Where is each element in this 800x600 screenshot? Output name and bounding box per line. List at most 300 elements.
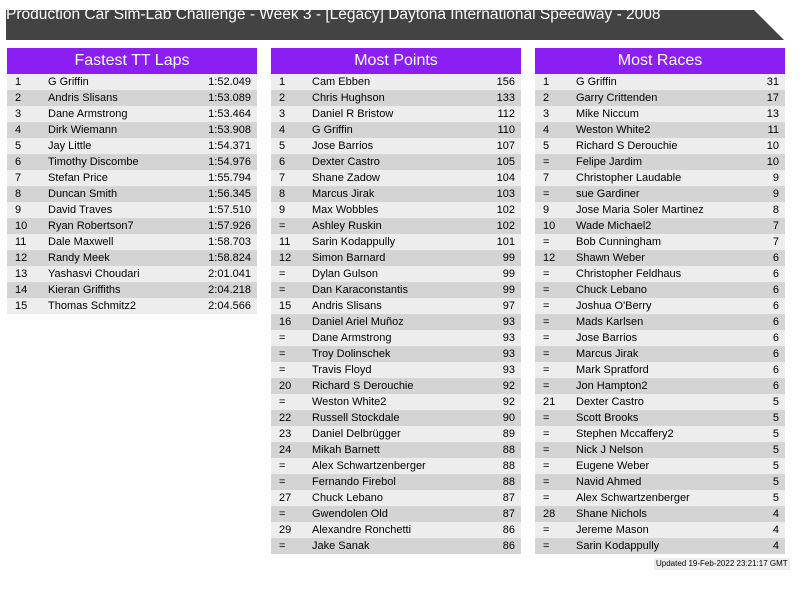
list-item bbox=[535, 362, 785, 378]
rank-position: = bbox=[279, 268, 286, 280]
rank-position: 13 bbox=[15, 268, 28, 280]
stat-value: 4 bbox=[772, 508, 779, 520]
rank-position: = bbox=[543, 332, 550, 344]
stat-value: 101 bbox=[496, 236, 515, 248]
rank-position: 1 bbox=[543, 76, 550, 88]
driver-name: Cam Ebben bbox=[312, 76, 371, 88]
stat-value: 5 bbox=[772, 460, 779, 472]
rank-position: = bbox=[543, 444, 550, 456]
driver-name: Mark Spratford bbox=[576, 364, 649, 376]
list-item bbox=[535, 266, 785, 282]
panel-heading: Most Points bbox=[271, 48, 521, 74]
driver-name: Gwendolen Old bbox=[312, 508, 388, 520]
stat-value: 6 bbox=[772, 284, 779, 296]
rank-position: 9 bbox=[279, 204, 286, 216]
list-item bbox=[271, 458, 521, 474]
list-item bbox=[535, 330, 785, 346]
list-item bbox=[271, 442, 521, 458]
driver-name: Russell Stockdale bbox=[312, 412, 400, 424]
list-item bbox=[535, 186, 785, 202]
rank-position: = bbox=[279, 460, 286, 472]
rank-position: = bbox=[543, 156, 550, 168]
stat-value: 6 bbox=[772, 300, 779, 312]
rank-position: 1 bbox=[15, 76, 22, 88]
driver-name: Dexter Castro bbox=[312, 156, 380, 168]
stat-value: 1:57.510 bbox=[208, 204, 251, 216]
list-item bbox=[271, 74, 521, 90]
driver-name: Jon Hampton2 bbox=[576, 380, 648, 392]
stat-value: 2:04.566 bbox=[208, 300, 251, 312]
driver-name: Stephen Mccaffery2 bbox=[576, 428, 674, 440]
stat-value: 6 bbox=[772, 332, 779, 344]
driver-name: Daniel Delbrügger bbox=[312, 428, 401, 440]
stat-value: 133 bbox=[496, 92, 515, 104]
updated-timestamp: Updated 19-Feb-2022 23:21:17 GMT bbox=[656, 559, 788, 568]
driver-name: Dan Karaconstantis bbox=[312, 284, 408, 296]
stat-value: 90 bbox=[502, 412, 515, 424]
list-item bbox=[535, 218, 785, 234]
list-item bbox=[7, 282, 257, 298]
list-item bbox=[535, 138, 785, 154]
rank-position: = bbox=[543, 524, 550, 536]
driver-name: sue Gardiner bbox=[576, 188, 640, 200]
list-item bbox=[271, 234, 521, 250]
driver-name: Duncan Smith bbox=[48, 188, 118, 200]
list-item bbox=[7, 170, 257, 186]
stat-value: 89 bbox=[502, 428, 515, 440]
rank-position: 28 bbox=[543, 508, 556, 520]
rank-position: 7 bbox=[15, 172, 22, 184]
list-item bbox=[535, 522, 785, 538]
rank-position: = bbox=[279, 332, 286, 344]
stat-value: 4 bbox=[772, 524, 779, 536]
stat-value: 6 bbox=[772, 348, 779, 360]
driver-name: Mads Karlsen bbox=[576, 316, 644, 328]
leaderboard-list bbox=[535, 74, 785, 554]
rank-position: = bbox=[279, 476, 286, 488]
rank-position: 4 bbox=[15, 124, 22, 136]
driver-name: Kieran Griffiths bbox=[48, 284, 121, 296]
driver-name: David Traves bbox=[48, 204, 113, 216]
driver-name: Mikah Barnett bbox=[312, 444, 380, 456]
driver-name: G Griffin bbox=[48, 76, 89, 88]
list-item bbox=[535, 378, 785, 394]
stat-value: 6 bbox=[772, 316, 779, 328]
rank-position: = bbox=[543, 540, 550, 552]
panel-most-points bbox=[271, 48, 521, 554]
leaderboard-list bbox=[271, 74, 521, 554]
stat-value: 104 bbox=[496, 172, 515, 184]
rank-position: 3 bbox=[279, 108, 286, 120]
list-item bbox=[271, 282, 521, 298]
rank-position: = bbox=[543, 428, 550, 440]
list-item bbox=[535, 490, 785, 506]
list-item bbox=[535, 202, 785, 218]
rank-position: 9 bbox=[543, 204, 550, 216]
list-item bbox=[271, 90, 521, 106]
driver-name: Sarin Kodappully bbox=[312, 236, 396, 248]
panel-most-races bbox=[535, 48, 785, 554]
stat-value: 112 bbox=[497, 108, 515, 120]
rank-position: = bbox=[279, 220, 286, 232]
rank-position: 2 bbox=[15, 92, 22, 104]
rank-position: 15 bbox=[15, 300, 28, 312]
rank-position: 3 bbox=[543, 108, 550, 120]
driver-name: Alex Schwartzenberger bbox=[312, 460, 426, 472]
rank-position: 24 bbox=[279, 444, 292, 456]
driver-name: Bob Cunningham bbox=[576, 236, 662, 248]
rank-position: 11 bbox=[279, 236, 291, 248]
stat-value: 86 bbox=[502, 540, 515, 552]
driver-name: Andris Slisans bbox=[48, 92, 118, 104]
driver-name: Andris Slisans bbox=[312, 300, 382, 312]
driver-name: Chris Hughson bbox=[312, 92, 385, 104]
stat-value: 17 bbox=[766, 92, 779, 104]
driver-name: Nick J Nelson bbox=[576, 444, 644, 456]
rank-position: = bbox=[279, 396, 286, 408]
driver-name: Jose Barrios bbox=[312, 140, 374, 152]
list-item bbox=[7, 74, 257, 90]
driver-name: Marcus Jirak bbox=[312, 188, 375, 200]
leaderboard-list bbox=[7, 74, 257, 314]
list-item bbox=[271, 298, 521, 314]
list-item bbox=[535, 314, 785, 330]
list-item bbox=[271, 490, 521, 506]
rank-position: = bbox=[543, 348, 550, 360]
rank-position: = bbox=[543, 300, 550, 312]
list-item bbox=[7, 298, 257, 314]
rank-position: 29 bbox=[279, 524, 292, 536]
rank-position: 6 bbox=[279, 156, 286, 168]
stat-value: 13 bbox=[766, 108, 779, 120]
list-item bbox=[535, 74, 785, 90]
driver-name: Eugene Weber bbox=[576, 460, 650, 472]
stat-value: 2:04.218 bbox=[208, 284, 251, 296]
rank-position: 10 bbox=[543, 220, 556, 232]
list-item bbox=[535, 538, 785, 554]
driver-name: Ashley Ruskin bbox=[312, 220, 382, 232]
list-item bbox=[535, 442, 785, 458]
rank-position: = bbox=[543, 268, 550, 280]
driver-name: Dexter Castro bbox=[576, 396, 644, 408]
list-item bbox=[535, 90, 785, 106]
list-item bbox=[7, 106, 257, 122]
rank-position: 7 bbox=[543, 172, 550, 184]
list-item bbox=[535, 154, 785, 170]
driver-name: Felipe Jardim bbox=[576, 156, 643, 168]
stat-value: 9 bbox=[772, 188, 779, 200]
list-item bbox=[7, 122, 257, 138]
rank-position: = bbox=[279, 508, 286, 520]
rank-position: 10 bbox=[15, 220, 28, 232]
driver-name: Richard S Derouchie bbox=[312, 380, 414, 392]
driver-name: Dane Armstrong bbox=[48, 108, 128, 120]
stat-value: 86 bbox=[502, 524, 515, 536]
stat-value: 110 bbox=[497, 124, 515, 136]
rank-position: 23 bbox=[279, 428, 292, 440]
stat-value: 8 bbox=[772, 204, 779, 216]
rank-position: 16 bbox=[279, 316, 292, 328]
list-item bbox=[535, 394, 785, 410]
driver-name: Jereme Mason bbox=[576, 524, 649, 536]
stat-value: 103 bbox=[496, 188, 515, 200]
driver-name: Weston White2 bbox=[312, 396, 387, 408]
stat-value: 93 bbox=[502, 364, 515, 376]
driver-name: Shawn Weber bbox=[576, 252, 645, 264]
driver-name: Jake Sanak bbox=[312, 540, 370, 552]
driver-name: Chuck Lebano bbox=[576, 284, 647, 296]
stat-value: 102 bbox=[496, 204, 515, 216]
driver-name: Max Wobbles bbox=[312, 204, 379, 216]
driver-name: Christopher Laudable bbox=[576, 172, 682, 184]
driver-name: Richard S Derouchie bbox=[576, 140, 678, 152]
rank-position: 14 bbox=[15, 284, 28, 296]
rank-position: 15 bbox=[279, 300, 292, 312]
stat-value: 1:58.703 bbox=[208, 236, 251, 248]
list-item bbox=[271, 154, 521, 170]
panel-fastest-tt-laps bbox=[7, 48, 257, 314]
list-item bbox=[271, 538, 521, 554]
stat-value: 1:58.824 bbox=[208, 252, 251, 264]
stat-value: 1:54.371 bbox=[208, 140, 251, 152]
stat-value: 5 bbox=[772, 396, 779, 408]
rank-position: = bbox=[543, 284, 550, 296]
stat-value: 31 bbox=[766, 76, 779, 88]
stat-value: 6 bbox=[772, 364, 779, 376]
rank-position: 8 bbox=[15, 188, 22, 200]
list-item bbox=[271, 426, 521, 442]
stat-value: 5 bbox=[772, 492, 779, 504]
list-item bbox=[535, 410, 785, 426]
list-item bbox=[271, 170, 521, 186]
rank-position: 6 bbox=[15, 156, 22, 168]
driver-name: Wade Michael2 bbox=[576, 220, 652, 232]
list-item bbox=[271, 330, 521, 346]
driver-name: Jay Little bbox=[48, 140, 92, 152]
list-item bbox=[7, 250, 257, 266]
stat-value: 1:53.908 bbox=[208, 124, 251, 136]
stat-value: 107 bbox=[496, 140, 515, 152]
stat-value: 1:55.794 bbox=[208, 172, 251, 184]
driver-name: Navid Ahmed bbox=[576, 476, 642, 488]
rank-position: 21 bbox=[543, 396, 556, 408]
driver-name: Dirk Wiemann bbox=[48, 124, 118, 136]
stat-value: 6 bbox=[772, 268, 779, 280]
driver-name: Alex Schwartzenberger bbox=[576, 492, 690, 504]
list-item bbox=[535, 106, 785, 122]
stat-value: 1:57.926 bbox=[208, 220, 251, 232]
rank-position: 22 bbox=[279, 412, 292, 424]
list-item bbox=[271, 522, 521, 538]
rank-position: 27 bbox=[279, 492, 292, 504]
list-item bbox=[271, 362, 521, 378]
rank-position: 9 bbox=[15, 204, 22, 216]
list-item bbox=[271, 138, 521, 154]
list-item bbox=[271, 346, 521, 362]
driver-name: Travis Floyd bbox=[312, 364, 372, 376]
driver-name: Ryan Robertson7 bbox=[48, 220, 134, 232]
driver-name: Joshua O'Berry bbox=[576, 300, 652, 312]
page-title: Production Car Sim-Lab Challenge - Week 3 - [Legacy] Daytona International Speedway - 2008 bbox=[6, 6, 661, 23]
stat-value: 2:01.041 bbox=[208, 268, 251, 280]
stat-value: 87 bbox=[502, 508, 515, 520]
stat-value: 11 bbox=[767, 124, 779, 136]
stat-value: 1:54.976 bbox=[208, 156, 251, 168]
list-item bbox=[271, 378, 521, 394]
stat-value: 93 bbox=[502, 332, 515, 344]
stat-value: 93 bbox=[502, 316, 515, 328]
stat-value: 1:53.089 bbox=[208, 92, 251, 104]
stat-value: 105 bbox=[496, 156, 515, 168]
driver-name: Garry Crittenden bbox=[576, 92, 658, 104]
stat-value: 99 bbox=[502, 268, 515, 280]
list-item bbox=[7, 234, 257, 250]
driver-name: Troy Dolinschek bbox=[312, 348, 391, 360]
stat-value: 10 bbox=[766, 156, 779, 168]
list-item bbox=[7, 138, 257, 154]
panel-heading: Most Races bbox=[535, 48, 785, 74]
rank-position: 1 bbox=[279, 76, 286, 88]
list-item bbox=[271, 218, 521, 234]
list-item bbox=[535, 122, 785, 138]
list-item bbox=[271, 506, 521, 522]
list-item bbox=[535, 234, 785, 250]
driver-name: Christopher Feldhaus bbox=[576, 268, 682, 280]
stat-value: 1:53.464 bbox=[208, 108, 251, 120]
rank-position: = bbox=[543, 380, 550, 392]
list-item bbox=[271, 410, 521, 426]
stat-value: 93 bbox=[502, 348, 515, 360]
driver-name: Mike Niccum bbox=[576, 108, 639, 120]
rank-position: = bbox=[279, 348, 286, 360]
list-item bbox=[7, 186, 257, 202]
driver-name: Simon Barnard bbox=[312, 252, 386, 264]
list-item bbox=[271, 122, 521, 138]
driver-name: Jose Barrios bbox=[576, 332, 638, 344]
stat-value: 92 bbox=[502, 380, 515, 392]
driver-name: Daniel Ariel Muñoz bbox=[312, 316, 404, 328]
driver-name: Chuck Lebano bbox=[312, 492, 383, 504]
stat-value: 10 bbox=[766, 140, 779, 152]
rank-position: 20 bbox=[279, 380, 292, 392]
stat-value: 88 bbox=[502, 460, 515, 472]
rank-position: = bbox=[543, 476, 550, 488]
panel-heading: Fastest TT Laps bbox=[7, 48, 257, 74]
driver-name: Dylan Gulson bbox=[312, 268, 379, 280]
list-item bbox=[7, 218, 257, 234]
list-item bbox=[271, 186, 521, 202]
rank-position: 12 bbox=[279, 252, 292, 264]
driver-name: Timothy Discombe bbox=[48, 156, 139, 168]
stat-value: 99 bbox=[502, 252, 515, 264]
driver-name: Dale Maxwell bbox=[48, 236, 114, 248]
stat-value: 7 bbox=[772, 236, 779, 248]
driver-name: Shane Nichols bbox=[576, 508, 647, 520]
stat-value: 92 bbox=[502, 396, 515, 408]
rank-position: = bbox=[543, 364, 550, 376]
driver-name: Sarin Kodappully bbox=[576, 540, 660, 552]
list-item bbox=[535, 426, 785, 442]
rank-position: = bbox=[543, 236, 550, 248]
list-item bbox=[271, 474, 521, 490]
rank-position: = bbox=[543, 412, 550, 424]
stat-value: 1:56.345 bbox=[208, 188, 251, 200]
list-item bbox=[271, 202, 521, 218]
driver-name: Jose Maria Soler Martinez bbox=[576, 204, 704, 216]
rank-position: = bbox=[543, 188, 550, 200]
stat-value: 9 bbox=[772, 172, 779, 184]
stat-value: 6 bbox=[772, 380, 779, 392]
list-item bbox=[271, 394, 521, 410]
stat-value: 156 bbox=[496, 76, 515, 88]
rank-position: = bbox=[279, 284, 286, 296]
rank-position: 3 bbox=[15, 108, 22, 120]
rank-position: 5 bbox=[15, 140, 22, 152]
stat-value: 99 bbox=[502, 284, 515, 296]
rank-position: 12 bbox=[15, 252, 28, 264]
list-item bbox=[535, 458, 785, 474]
list-item bbox=[535, 506, 785, 522]
driver-name: G Griffin bbox=[576, 76, 617, 88]
rank-position: 11 bbox=[15, 236, 27, 248]
rank-position: = bbox=[279, 540, 286, 552]
stat-value: 5 bbox=[772, 476, 779, 488]
list-item bbox=[535, 346, 785, 362]
driver-name: G Griffin bbox=[312, 124, 353, 136]
stat-value: 87 bbox=[502, 492, 515, 504]
rank-position: = bbox=[543, 492, 550, 504]
list-item bbox=[7, 266, 257, 282]
stat-value: 5 bbox=[772, 444, 779, 456]
stat-value: 97 bbox=[502, 300, 515, 312]
list-item bbox=[7, 90, 257, 106]
driver-name: Weston White2 bbox=[576, 124, 651, 136]
list-item bbox=[535, 298, 785, 314]
list-item bbox=[535, 170, 785, 186]
driver-name: Randy Meek bbox=[48, 252, 110, 264]
stat-value: 4 bbox=[772, 540, 779, 552]
rank-position: = bbox=[279, 364, 286, 376]
stat-value: 7 bbox=[772, 220, 779, 232]
list-item bbox=[7, 154, 257, 170]
rank-position: = bbox=[543, 460, 550, 472]
list-item bbox=[271, 266, 521, 282]
list-item bbox=[271, 106, 521, 122]
rank-position: 5 bbox=[543, 140, 550, 152]
stat-value: 88 bbox=[502, 476, 515, 488]
list-item bbox=[271, 314, 521, 330]
stat-value: 102 bbox=[496, 220, 515, 232]
driver-name: Thomas Schmitz2 bbox=[48, 300, 137, 312]
stat-value: 88 bbox=[502, 444, 515, 456]
driver-name: Daniel R Bristow bbox=[312, 108, 394, 120]
driver-name: Scott Brooks bbox=[576, 412, 639, 424]
driver-name: Yashasvi Choudari bbox=[48, 268, 140, 280]
driver-name: Stefan Price bbox=[48, 172, 108, 184]
rank-position: 8 bbox=[279, 188, 286, 200]
driver-name: Dane Armstrong bbox=[312, 332, 392, 344]
rank-position: 12 bbox=[543, 252, 556, 264]
rank-position: 2 bbox=[279, 92, 286, 104]
rank-position: 4 bbox=[279, 124, 286, 136]
rank-position: 5 bbox=[279, 140, 286, 152]
driver-name: Marcus Jirak bbox=[576, 348, 639, 360]
rank-position: = bbox=[543, 316, 550, 328]
stat-value: 6 bbox=[772, 252, 779, 264]
list-item bbox=[7, 202, 257, 218]
stat-value: 5 bbox=[772, 428, 779, 440]
rank-position: 4 bbox=[543, 124, 550, 136]
